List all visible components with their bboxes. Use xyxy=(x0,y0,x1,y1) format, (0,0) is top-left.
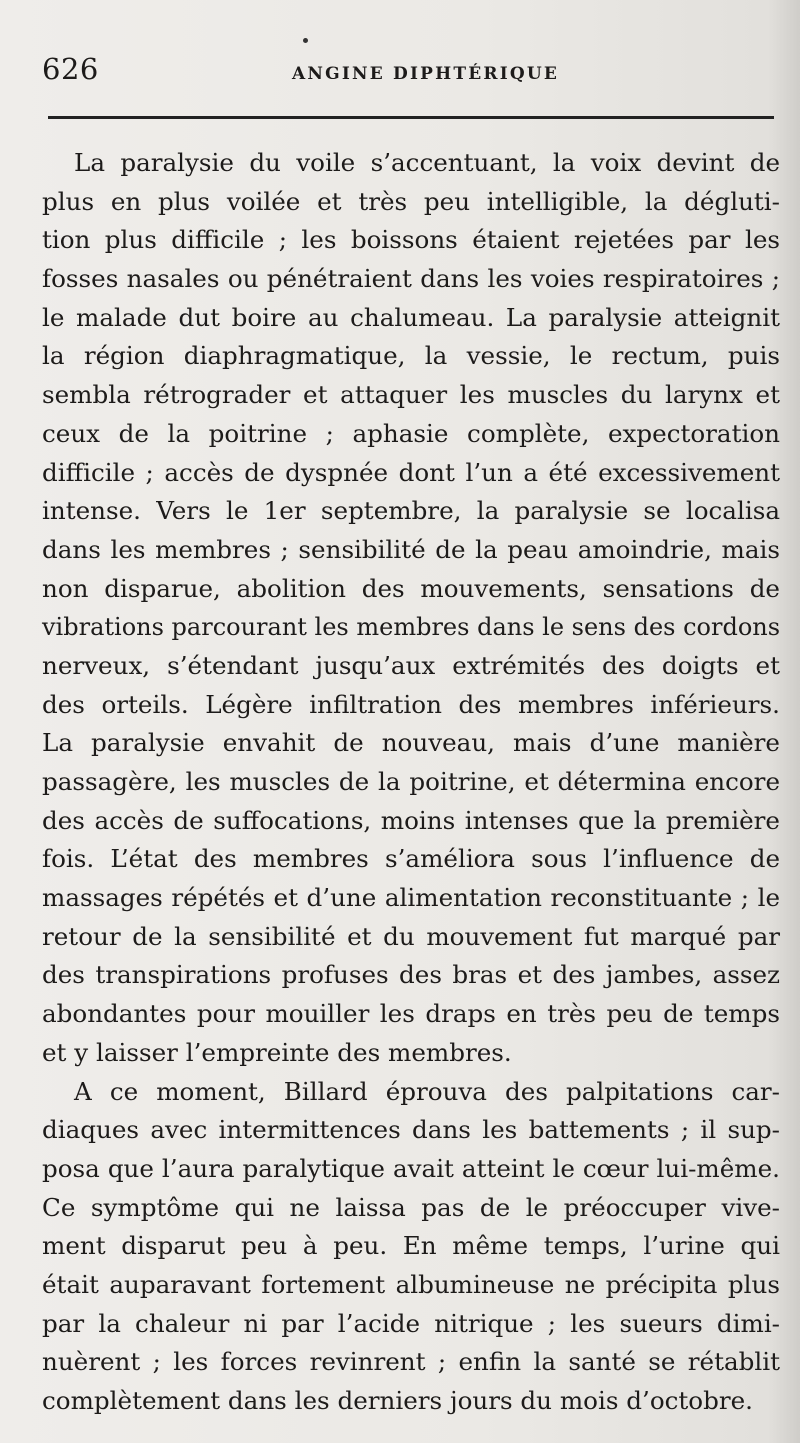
text-line: La paralysie envahit de nouveau, mais d’une manière xyxy=(42,728,780,758)
page-header xyxy=(42,52,778,92)
text-line: des accès de suffocations, moins intenses que la première xyxy=(42,805,780,835)
text-line: tion plus difficile ; les boissons étaient rejetées par les xyxy=(42,225,780,255)
text-line: des orteils. Légère infiltration des membres inférieurs. xyxy=(42,689,780,719)
text-line: dans les membres ; sensibilité de la peau amoindrie, mais xyxy=(42,534,780,564)
text-line: retour de la sensibilité et du mouvement fut marqué par xyxy=(42,921,780,951)
text-line: posa que l’aura paralytique avait atteint le cœur lui-même. xyxy=(42,1153,780,1183)
running-head: ANGINE DIPHTÉRIQUE xyxy=(292,64,560,84)
text-line: était auparavant fortement albumineuse ne précipita plus xyxy=(42,1269,780,1299)
text-line: la région diaphragmatique, la vessie, le rectum, puis xyxy=(42,341,780,371)
text-line: le malade dut boire au chalumeau. La paralysie atteignit xyxy=(42,302,780,332)
ink-speck xyxy=(303,38,308,43)
text-line: sembla rétrograder et attaquer les muscles du larynx et xyxy=(42,380,780,410)
text-line: nerveux, s’étendant jusqu’aux extrémités des doigts et xyxy=(42,650,780,680)
text-line: plus en plus voilée et très peu intelligible, la dégluti- xyxy=(42,186,780,216)
text-line: ceux de la poitrine ; aphasie complète, expectoration xyxy=(42,418,780,448)
text-line: diaques avec intermittences dans les battements ; il sup- xyxy=(42,1115,780,1145)
text-line: abondantes pour mouiller les draps en très peu de temps xyxy=(42,999,780,1029)
text-line: nuèrent ; les forces revinrent ; enfin la santé se rétablit xyxy=(42,1347,780,1377)
text-line: difficile ; accès de dyspnée dont l’un a été excessivement xyxy=(42,457,780,487)
text-line: Ce symptôme qui ne laissa pas de le préoccuper vive- xyxy=(42,1192,780,1222)
text-line: vibrations parcourant les membres dans le sens des cordons xyxy=(42,613,781,642)
body-text xyxy=(42,144,780,1421)
text-line: complètement dans les derniers jours du mois d’octobre. xyxy=(42,1386,753,1415)
text-line: fois. L’état des membres s’améliora sous l’influence de xyxy=(42,844,780,874)
text-line: intense. Vers le 1er septembre, la paralysie se localisa xyxy=(42,496,780,526)
text-line: ment disparut peu à peu. En même temps, l’urine qui xyxy=(42,1231,780,1261)
page-number: 626 xyxy=(42,52,99,86)
text-line: des transpirations profuses des bras et des jambes, assez xyxy=(42,960,780,990)
text-line: non disparue, abolition des mouvements, sensations de xyxy=(42,573,780,603)
text-line: par la chaleur ni par l’acide nitrique ; les sueurs dimi- xyxy=(42,1308,780,1338)
text-line: massages répétés et d’une alimentation reconstituante ; le xyxy=(42,883,780,913)
text-line: fosses nasales ou pénétraient dans les voies respiratoires ; xyxy=(42,264,780,294)
text-line: et y laisser l’empreinte des membres. xyxy=(42,1037,512,1067)
text-line: A ce moment, Billard éprouva des palpitations car- xyxy=(74,1076,780,1106)
header-rule xyxy=(48,116,774,119)
text-line: passagère, les muscles de la poitrine, et détermina encore xyxy=(42,767,780,796)
text-line: La paralysie du voile s’accentuant, la voix devint de xyxy=(74,148,780,177)
